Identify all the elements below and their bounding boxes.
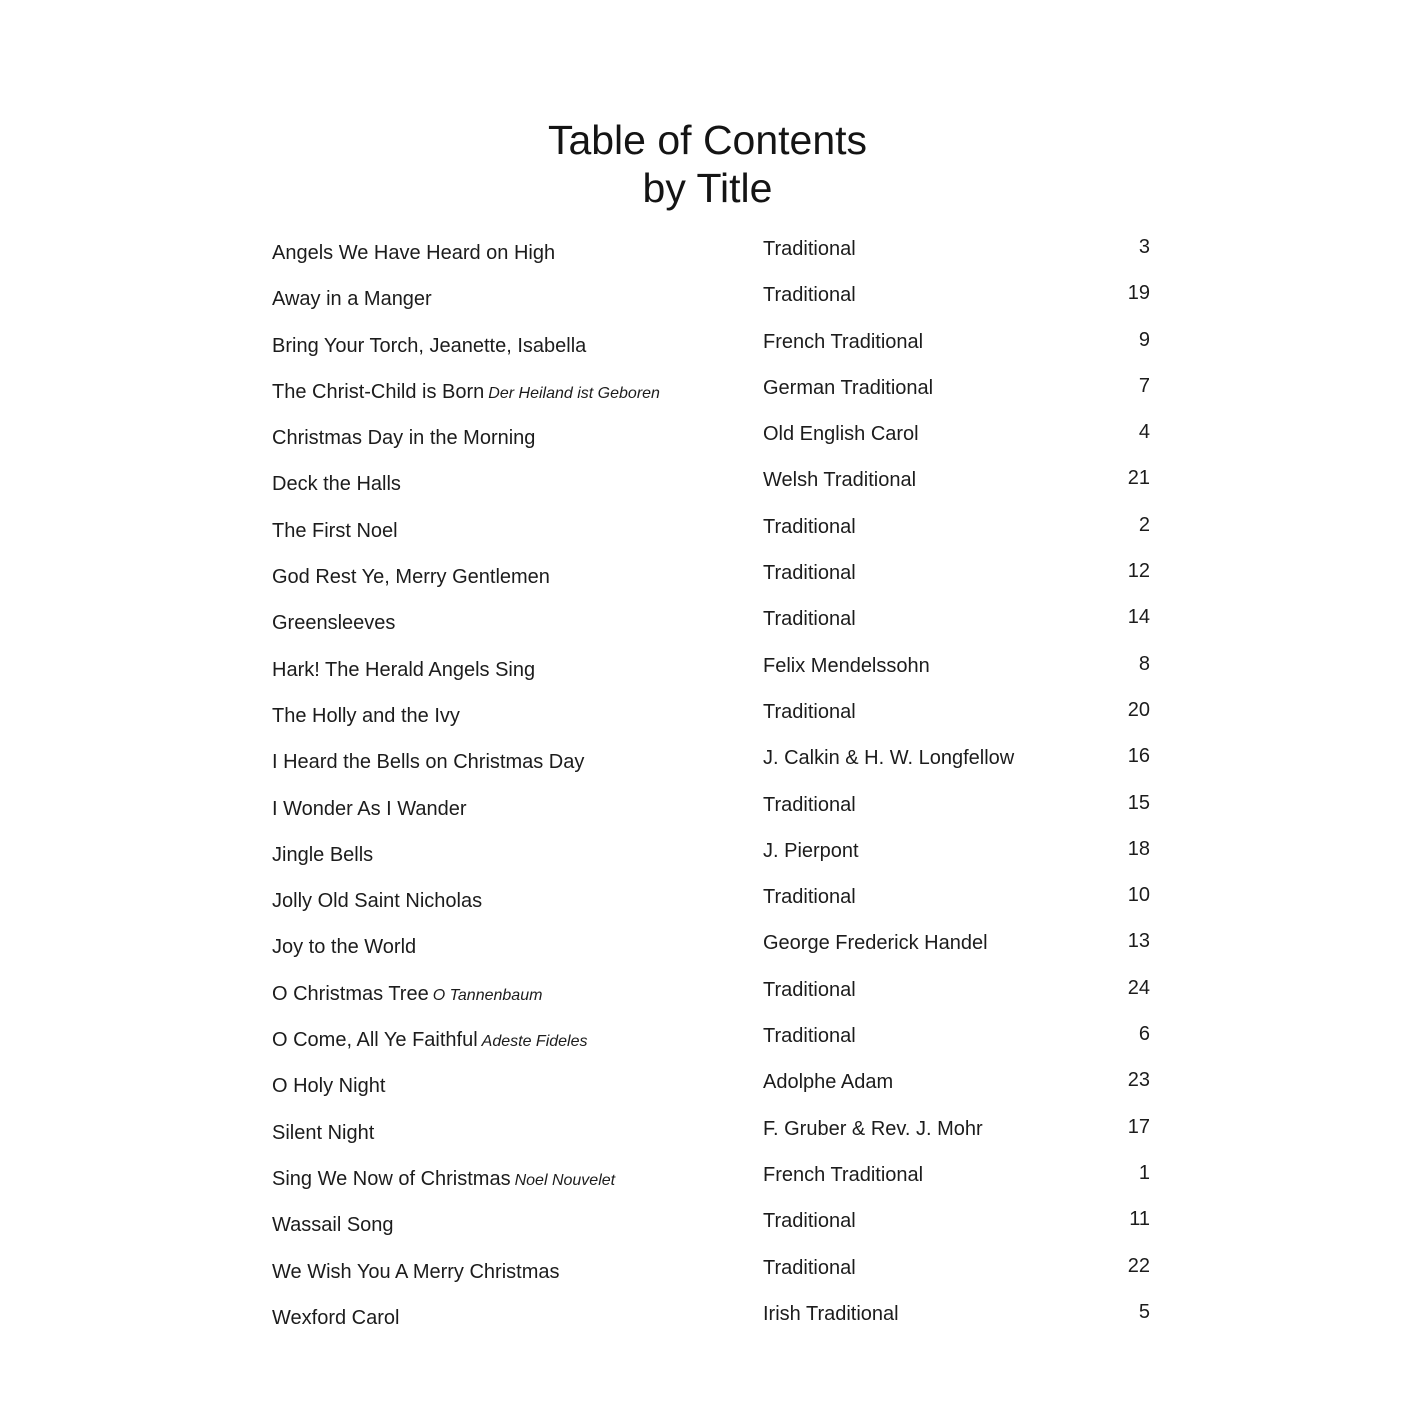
heading-line-1: Table of Contents — [547, 117, 868, 163]
song-composer: Adolphe Adam — [763, 1071, 894, 1094]
song-title: Jolly Old Saint Nicholas — [272, 890, 483, 913]
song-title: I Heard the Bells on Christmas Day — [272, 751, 585, 774]
song-title: Wexford Carol — [272, 1306, 400, 1329]
toc-entry-title — [272, 890, 482, 913]
song-composer: Traditional — [763, 515, 856, 538]
page-number: 22 — [1127, 1254, 1150, 1277]
song-composer: Traditional — [763, 978, 856, 1001]
toc-entry — [272, 421, 1162, 467]
toc-entry-title — [272, 1214, 394, 1237]
song-composer: Traditional — [763, 700, 856, 723]
song-alternate-title: Der Heiland ist Geboren — [488, 384, 660, 402]
song-title: The First Noel — [272, 519, 398, 542]
song-title: O Christmas Tree — [272, 982, 429, 1005]
page-number: 20 — [1127, 698, 1150, 721]
page-number: 7 — [1138, 374, 1150, 397]
song-title: Hark! The Herald Angels Sing — [272, 658, 536, 681]
toc-entry — [272, 236, 1162, 282]
song-composer: Traditional — [763, 1210, 856, 1233]
page-number: 13 — [1127, 930, 1150, 953]
toc-entry-title — [272, 1029, 588, 1052]
page-number: 5 — [1138, 1300, 1150, 1323]
toc-entry — [272, 560, 1162, 606]
toc-entry — [272, 930, 1162, 976]
toc-entry — [272, 699, 1162, 745]
toc-entry-title — [272, 1168, 615, 1191]
song-composer: Traditional — [763, 284, 856, 307]
song-title: Sing We Now of Christmas — [272, 1167, 511, 1190]
toc-entry — [272, 467, 1162, 513]
song-title: The Christ-Child is Born — [272, 380, 485, 403]
toc-entry — [272, 1069, 1162, 1115]
page-number: 23 — [1127, 1069, 1150, 1092]
song-title: Greensleeves — [272, 612, 396, 635]
toc-entry-title — [272, 705, 460, 728]
toc-entry-title — [272, 844, 373, 867]
toc-entry-title — [272, 242, 555, 265]
toc-entry — [272, 329, 1162, 375]
page-number: 2 — [1138, 513, 1150, 536]
heading-line-2: by Title — [642, 165, 773, 211]
page-number: 1 — [1138, 1161, 1150, 1184]
song-alternate-title: Noel Nouvelet — [514, 1171, 616, 1189]
page-number: 15 — [1127, 791, 1150, 814]
page-number: 14 — [1127, 606, 1150, 629]
song-composer: Traditional — [763, 238, 856, 260]
page-number: 19 — [1127, 282, 1150, 305]
song-composer: Traditional — [763, 886, 856, 909]
song-composer: Traditional — [763, 1256, 856, 1279]
toc-entry — [272, 1162, 1162, 1208]
toc-entry-title — [272, 427, 535, 450]
toc-entry-title — [272, 1307, 399, 1330]
toc-entry — [272, 745, 1162, 791]
song-title: Deck the Halls — [272, 473, 401, 496]
song-composer: J. Calkin & H. W. Longfellow — [763, 747, 1015, 770]
toc-entry — [272, 1301, 1162, 1347]
toc-entry-title — [272, 659, 535, 682]
toc-entry-title — [272, 1075, 385, 1098]
toc-entry — [272, 838, 1162, 884]
toc-entry — [272, 375, 1162, 421]
song-title: Silent Night — [272, 1121, 375, 1144]
toc-entry-title — [272, 566, 550, 589]
page-number: 17 — [1127, 1115, 1150, 1138]
toc-entry-title — [272, 751, 584, 774]
song-title: God Rest Ye, Merry Gentlemen — [272, 566, 550, 589]
toc-entry-title — [272, 1122, 374, 1145]
song-title: O Holy Night — [272, 1075, 386, 1098]
toc-entry — [272, 1116, 1162, 1162]
page-number: 18 — [1127, 837, 1150, 860]
toc-entry — [272, 1023, 1162, 1069]
song-composer: Old English Carol — [763, 423, 919, 446]
song-composer: Traditional — [763, 562, 856, 585]
song-composer: French Traditional — [763, 1163, 924, 1186]
page-number: 24 — [1127, 976, 1150, 999]
page-number: 9 — [1138, 328, 1150, 351]
song-title: Christmas Day in the Morning — [272, 427, 536, 450]
page-number: 16 — [1127, 745, 1150, 768]
song-composer: Traditional — [763, 1025, 856, 1048]
song-composer: F. Gruber & Rev. J. Mohr — [763, 1117, 983, 1140]
toc-entry — [272, 1255, 1162, 1301]
toc-entry-title — [272, 335, 586, 358]
song-alternate-title: Adeste Fideles — [481, 1033, 588, 1051]
toc-entry — [272, 514, 1162, 560]
toc-entry-title — [272, 1261, 560, 1284]
song-composer: German Traditional — [763, 376, 934, 399]
page-number: 4 — [1138, 421, 1150, 444]
song-composer: Irish Traditional — [763, 1302, 899, 1325]
toc-entry — [272, 282, 1162, 328]
toc-entry — [272, 884, 1162, 930]
song-title: Angels We Have Heard on High — [272, 242, 556, 264]
song-alternate-title: O Tannenbaum — [432, 986, 543, 1004]
toc-entry-title — [272, 612, 395, 635]
song-title: Jingle Bells — [272, 843, 374, 866]
song-title: We Wish You A Merry Christmas — [272, 1260, 560, 1283]
table-of-contents-list — [272, 236, 1162, 1347]
page-number: 21 — [1127, 467, 1150, 490]
song-title: Bring Your Torch, Jeanette, Isabella — [272, 334, 587, 357]
page-number: 3 — [1138, 236, 1150, 258]
page-number: 11 — [1129, 1208, 1150, 1231]
song-title: The Holly and the Ivy — [272, 704, 460, 727]
song-composer: Felix Mendelssohn — [763, 654, 930, 677]
toc-entry-title — [272, 473, 401, 496]
song-title: Away in a Manger — [272, 288, 432, 311]
song-composer: French Traditional — [763, 330, 924, 353]
page-number: 12 — [1127, 560, 1150, 583]
toc-entry — [272, 792, 1162, 838]
song-title: I Wonder As I Wander — [272, 797, 467, 820]
song-composer: Welsh Traditional — [763, 469, 917, 492]
toc-entry-title — [272, 381, 660, 404]
song-title: O Come, All Ye Faithful — [272, 1029, 478, 1052]
page-heading — [0, 116, 1421, 212]
toc-entry — [272, 606, 1162, 652]
toc-entry-title — [272, 288, 432, 311]
toc-entry — [272, 977, 1162, 1023]
song-composer: George Frederick Handel — [763, 932, 988, 955]
toc-entry-title — [272, 983, 542, 1006]
song-composer: J. Pierpont — [763, 839, 859, 862]
song-composer: Traditional — [763, 608, 856, 631]
page-number: 8 — [1138, 652, 1150, 675]
song-title: Wassail Song — [272, 1214, 394, 1237]
toc-entry-title — [272, 936, 416, 959]
song-composer: Traditional — [763, 793, 856, 816]
page-number: 6 — [1138, 1023, 1150, 1046]
page-number: 10 — [1127, 884, 1150, 907]
song-title: Joy to the World — [272, 936, 417, 959]
toc-entry — [272, 1208, 1162, 1254]
toc-entry-title — [272, 520, 398, 543]
toc-entry — [272, 653, 1162, 699]
toc-entry-title — [272, 798, 467, 821]
